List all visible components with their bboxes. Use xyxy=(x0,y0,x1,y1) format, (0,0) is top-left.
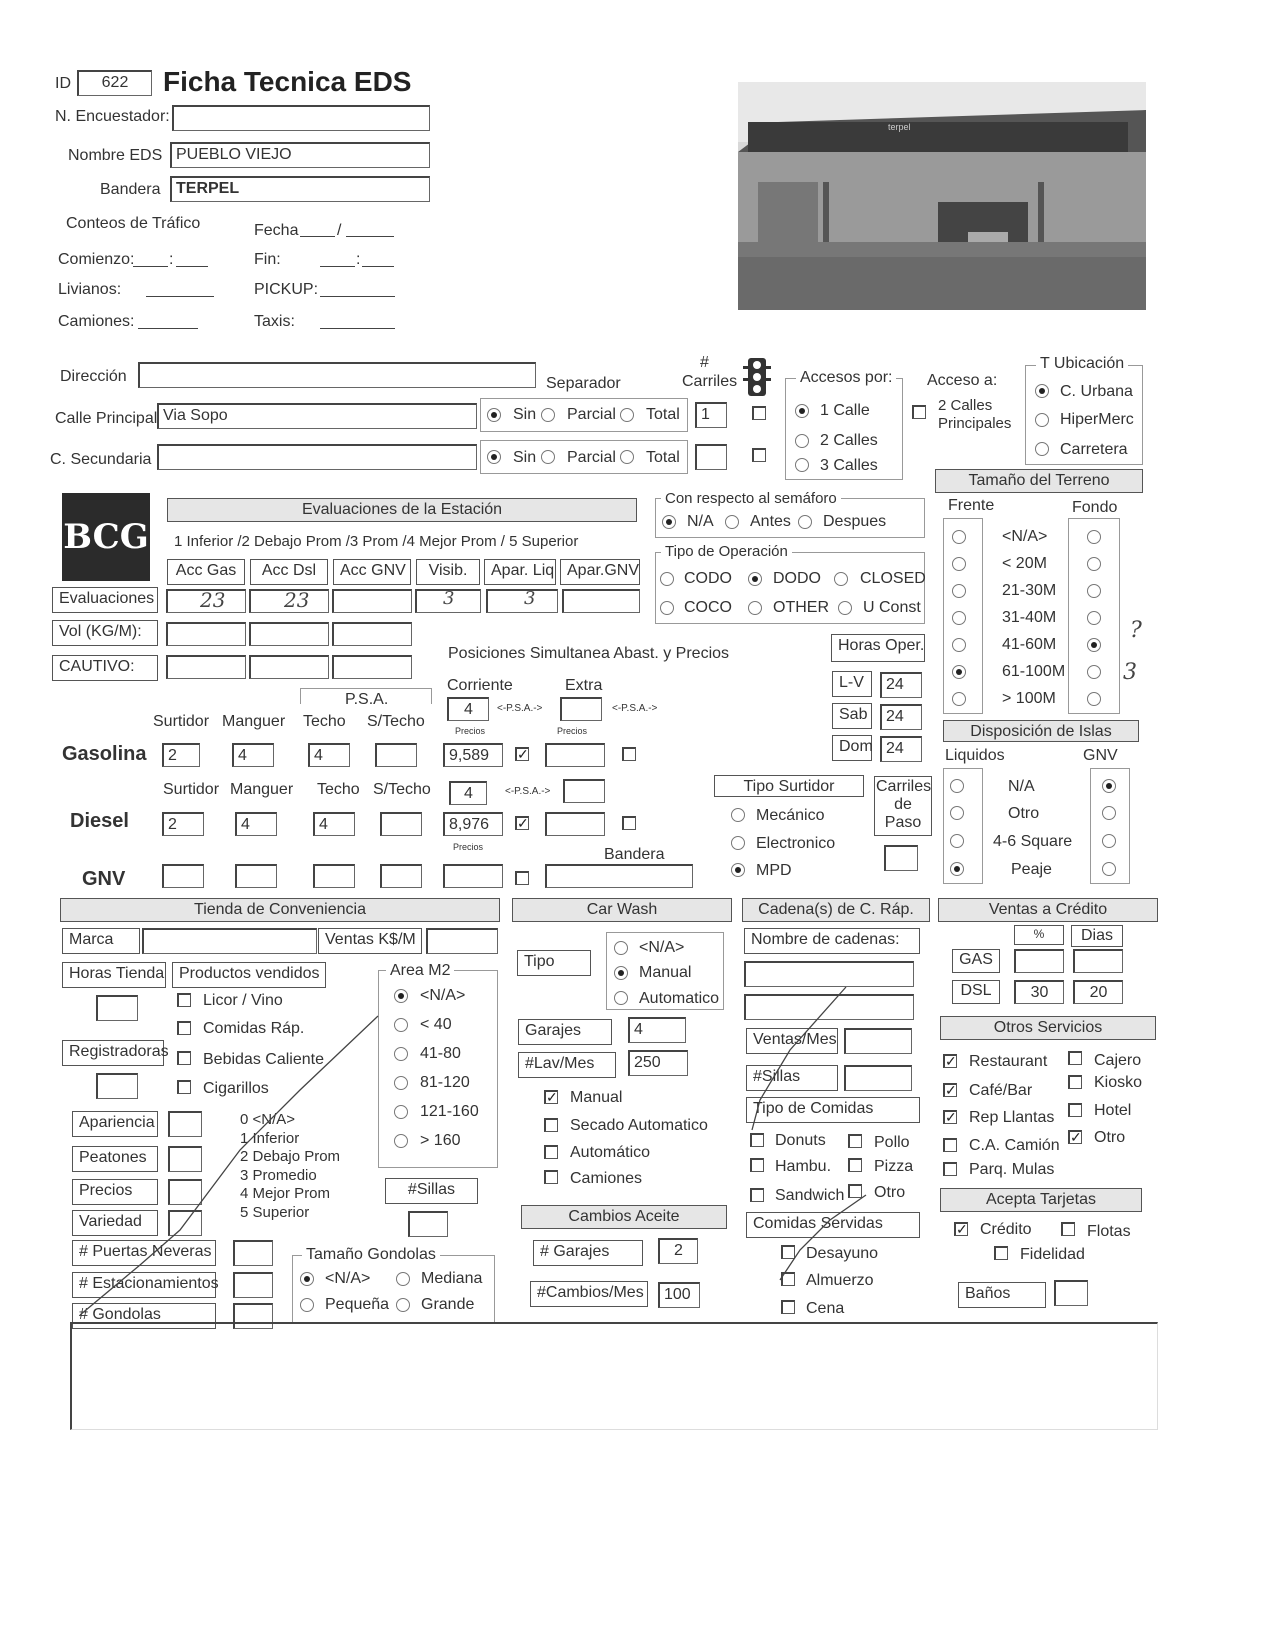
tienda-cross-stroke xyxy=(80,1016,378,1315)
semaforo-antes-label: Antes xyxy=(750,513,791,530)
extra-psa-arrow: <-P.S.A.-> xyxy=(612,703,658,714)
ubicacion-hipermerc-label: HiperMerc xyxy=(1060,411,1134,428)
sep-principal-parcial-label: Parcial xyxy=(567,406,616,423)
carwash-tipo-label: Tipo xyxy=(517,950,591,976)
fecha-slash: / xyxy=(337,222,342,239)
gnv-label: GNV xyxy=(82,868,126,890)
horas-tienda-label: Horas Tienda xyxy=(62,962,166,988)
rep-llantas-label: Rep Llantas xyxy=(969,1109,1055,1126)
carriles-paso-l2: de xyxy=(894,796,912,813)
sep-secundaria-parcial-label: Parcial xyxy=(567,449,616,466)
encuestador-label: N. Encuestador: xyxy=(55,108,170,125)
carwash-auto-label: Automatico xyxy=(639,990,720,1007)
tarjeta-flotas-label: Flotas xyxy=(1087,1223,1131,1240)
id-label: ID xyxy=(55,75,71,92)
horas-lv-label: L-V xyxy=(832,671,872,697)
ubicacion-carretera-label: Carretera xyxy=(1060,441,1128,458)
parq-mulas-label: Parq. Mulas xyxy=(969,1161,1055,1178)
gasolina-techo-field[interactable]: 4 xyxy=(308,743,350,767)
dsl-techo-header: Techo xyxy=(317,781,360,798)
area-label-5: > 160 xyxy=(420,1132,461,1149)
psa-label: P.S.A. xyxy=(345,691,389,708)
bcg-logo: BCG xyxy=(62,493,150,581)
calle-secundaria-label: C. Secundaria xyxy=(50,451,152,468)
corriente-psa-arrow: <-P.S.A.-> xyxy=(497,703,543,714)
rating-scale-0: 0 <N/A> xyxy=(240,1111,296,1128)
islas-header: Disposición de Islas xyxy=(943,720,1139,742)
precios-label: Precios xyxy=(72,1179,158,1205)
productos-label: Productos vendidos xyxy=(172,962,326,988)
credito-pct-label: % xyxy=(1014,925,1064,945)
semaforo-title: Con respecto al semáforo xyxy=(661,490,841,507)
horas-sab-label: Sab xyxy=(832,703,872,729)
rating-scale-5: 5 Superior xyxy=(240,1203,310,1221)
terreno-size-label-2: 21-30M xyxy=(1002,582,1057,599)
diesel-label: Diesel xyxy=(70,810,129,832)
gas-surtidor-header: Surtidor xyxy=(153,713,210,730)
rep-llantas-check[interactable]: ✓ xyxy=(945,1109,957,1125)
gondolas-title: Tamaño Gondolas xyxy=(302,1246,440,1264)
carwash-lav-label: #Lav/Mes xyxy=(518,1052,616,1078)
acceso-a-line2: Principales xyxy=(938,415,1012,432)
rating-scale-3: 3 Promedio xyxy=(240,1166,317,1184)
cadenas-ventas-label: Ventas/Mes xyxy=(746,1028,838,1054)
fin-label: Fin: xyxy=(254,251,281,268)
comienzo-colon: : xyxy=(169,251,174,268)
carwash-manual-check-label: Manual xyxy=(570,1089,623,1106)
acceso-a-line1: 2 Calles xyxy=(938,397,993,414)
horas-sab-field[interactable]: 24 xyxy=(880,704,922,730)
separador-label: Separador xyxy=(546,375,621,392)
islas-square-label: 4-6 Square xyxy=(993,833,1073,850)
dsl-manguer-header: Manguer xyxy=(230,781,294,798)
cajero-label: Cajero xyxy=(1094,1052,1142,1069)
diesel-surtidor-field[interactable]: 2 xyxy=(162,812,204,836)
area-label-1: < 40 xyxy=(420,1016,452,1033)
marca-label: Marca xyxy=(62,928,140,954)
tipo-comidas-label: Tipo de Comidas xyxy=(746,1097,920,1123)
accesos-3-label: 3 Calles xyxy=(820,457,878,474)
carriles-principal-field[interactable]: 1 xyxy=(695,402,727,428)
page-title: Ficha Tecnica EDS xyxy=(163,66,412,97)
islas-liquidos-label: Liquidos xyxy=(945,747,1005,764)
islas-na-label: N/A xyxy=(1008,778,1035,795)
carwash-manual-check[interactable]: ✓ xyxy=(546,1089,558,1105)
restaurant-check[interactable]: ✓ xyxy=(945,1053,957,1069)
pollo-label: Pollo xyxy=(874,1134,910,1151)
desayuno-label: Desayuno xyxy=(806,1245,879,1262)
carwash-camiones-label: Camiones xyxy=(570,1170,643,1187)
carwash-header: Car Wash xyxy=(512,898,732,922)
carriles-paso-l3: Paso xyxy=(884,814,922,831)
col-acc-gas: Acc Gas xyxy=(167,559,245,585)
cena-label: Cena xyxy=(806,1300,845,1317)
tienda-sillas-label: #Sillas xyxy=(385,1178,478,1204)
gas-techo-header: Techo xyxy=(303,713,346,730)
gas-stecho-header: S/Techo xyxy=(367,713,425,730)
gasolina-corriente-check[interactable]: ✓ xyxy=(517,746,529,762)
semaforo-despues-label: Despues xyxy=(823,513,887,530)
area-label-2: 41-80 xyxy=(420,1045,461,1062)
bandera-label: Bandera xyxy=(100,181,161,198)
tienda-header: Tienda de Conveniencia xyxy=(60,898,500,922)
aceite-cambios-field[interactable]: 100 xyxy=(658,1282,700,1308)
credito-dias-label: Dias xyxy=(1071,925,1123,947)
aceite-cambios-label: #Cambios/Mes xyxy=(530,1281,648,1307)
row-vol: Vol (KG/M): xyxy=(52,620,158,646)
cadenas-nombre-label: Nombre de cadenas: xyxy=(744,928,920,954)
surtidor-mpd-label: MPD xyxy=(756,862,792,879)
cafe-bar-check[interactable]: ✓ xyxy=(945,1082,957,1098)
rating-scale-2: 2 Debajo Prom xyxy=(240,1148,341,1165)
corriente-label: Corriente xyxy=(447,677,513,694)
gasolina-precio-corriente-field[interactable]: 9,589 xyxy=(443,743,503,767)
diesel-precios-label: Precios xyxy=(453,842,484,852)
extra-precios-label: Precios xyxy=(557,726,588,736)
corriente-precios-label: Precios xyxy=(455,726,486,736)
ubicacion-title: T Ubicación xyxy=(1036,355,1128,373)
terreno-frente-label: Frente xyxy=(948,497,995,514)
taxis-label: Taxis: xyxy=(254,313,295,330)
camiones-label: Camiones: xyxy=(58,313,135,330)
op-closed-label: CLOSED xyxy=(860,570,926,587)
terreno-size-label-3: 31-40M xyxy=(1002,609,1057,626)
terreno-size-label-0: <N/A> xyxy=(1002,528,1048,545)
accesos-2-label: 2 Calles xyxy=(820,432,878,449)
rating-scale-1: 1 Inferior xyxy=(240,1129,300,1147)
tarjeta-credito-check[interactable]: ✓ xyxy=(956,1221,968,1237)
kiosko-label: Kiosko xyxy=(1094,1074,1143,1091)
carwash-garajes-label: Garajes xyxy=(518,1019,612,1045)
apariencia-label: Apariencia xyxy=(72,1111,158,1137)
tarjeta-fidelidad-label: Fidelidad xyxy=(1020,1246,1085,1263)
accesos-title: Accesos por: xyxy=(796,369,896,387)
bandera-field[interactable]: TERPEL xyxy=(170,176,430,202)
otro-servicio-check[interactable]: ✓ xyxy=(1070,1129,1082,1145)
evaluaciones-scale: 1 Inferior /2 Debajo Prom /3 Prom /4 Mejor Prom / 5 Superior xyxy=(174,533,579,550)
credito-header: Ventas a Crédito xyxy=(938,898,1158,922)
cigarillos-label: Cigarillos xyxy=(203,1080,269,1097)
col-acc-dsl: Acc Dsl xyxy=(250,559,328,585)
horas-dom-label: Dom xyxy=(832,735,872,761)
fin-colon: : xyxy=(356,251,361,268)
calle-principal-label: Calle Principal xyxy=(55,410,158,427)
operacion-title: Tipo de Operación xyxy=(661,543,792,560)
pickup-label: PICKUP: xyxy=(254,281,319,298)
eval-apar-liq-hand: 3 xyxy=(524,588,536,609)
col-apar-gnv: Apar.GNV xyxy=(560,559,640,585)
banos-label: Baños xyxy=(958,1282,1046,1308)
credito-gas-label: GAS xyxy=(952,949,1000,973)
eval-acc-dsl-hand: 23 xyxy=(284,588,310,612)
terreno-note-q: ? xyxy=(1130,618,1142,643)
diesel-techo-field[interactable]: 4 xyxy=(313,812,355,836)
sep-principal-sin-label: Sin xyxy=(513,406,537,423)
terreno-note-mark: 3 xyxy=(1123,660,1137,685)
tarjeta-credito-label: Crédito xyxy=(980,1221,1032,1238)
gondola-grande-label: Grande xyxy=(421,1296,475,1313)
terreno-fondo-label: Fondo xyxy=(1072,499,1118,516)
posiciones-title: Posiciones Simultanea Abast. y Precios xyxy=(448,645,730,662)
comidas-rap-label: Comidas Ráp. xyxy=(203,1020,305,1037)
gnv-bandera-label: Bandera xyxy=(604,846,665,863)
credito-dsl-label: DSL xyxy=(952,980,1000,1004)
terreno-size-label-5: 61-100M xyxy=(1002,663,1066,680)
op-dodo-label: DODO xyxy=(773,570,821,587)
aceite-garajes-label: # Garajes xyxy=(533,1240,643,1266)
semaforo-na-label: N/A xyxy=(687,513,714,530)
accesos-1-label: 1 Calle xyxy=(820,402,870,419)
estacionamientos-label: # Estacionamientos xyxy=(72,1272,216,1298)
aceite-header: Cambios Aceite xyxy=(521,1205,727,1229)
evaluaciones-header: Evaluaciones de la Estación xyxy=(167,498,637,522)
diesel-psa-arrow: <-P.S.A.-> xyxy=(505,786,551,797)
terreno-header: Tamaño del Terreno xyxy=(935,469,1143,493)
col-apar-liq: Apar. Liq xyxy=(484,559,556,585)
nombre-eds-label: Nombre EDS xyxy=(68,147,163,164)
horas-lv-field[interactable]: 24 xyxy=(880,672,922,698)
op-uconst-label: U Const xyxy=(863,599,921,616)
variedad-label: Variedad xyxy=(72,1210,158,1236)
op-other-label: OTHER xyxy=(773,599,829,616)
ubicacion-urbana-label: C. Urbana xyxy=(1060,383,1133,400)
gasolina-manguer-field[interactable]: 4 xyxy=(232,743,274,767)
otro-comida-label: Otro xyxy=(874,1184,906,1201)
terreno-size-label-1: < 20M xyxy=(1002,555,1047,572)
islas-otro-label: Otro xyxy=(1008,805,1040,822)
area-label-0: <N/A> xyxy=(420,987,466,1004)
restaurant-label: Restaurant xyxy=(969,1053,1048,1070)
ca-camion-label: C.A. Camión xyxy=(969,1137,1060,1154)
gondola-mediana-label: Mediana xyxy=(421,1270,483,1287)
op-codo-label: CODO xyxy=(684,570,732,587)
diesel-manguer-field[interactable]: 4 xyxy=(235,812,277,836)
horas-oper-title: Horas Oper. xyxy=(831,634,925,662)
row-cautivo: CAUTIVO: xyxy=(52,655,158,681)
cadenas-header: Cadena(s) de C. Ráp. xyxy=(742,898,930,922)
tipo-surtidor-header: Tipo Surtidor xyxy=(714,775,864,797)
fecha-label: Fecha xyxy=(254,222,299,239)
cafe-bar-label: Café/Bar xyxy=(969,1082,1033,1099)
islas-gnv-label: GNV xyxy=(1083,747,1118,764)
corriente-psa-field[interactable]: 4 xyxy=(447,697,489,721)
direccion-label: Dirección xyxy=(60,368,127,385)
tarjetas-header: Acepta Tarjetas xyxy=(940,1188,1142,1212)
otro-servicio-label: Otro xyxy=(1094,1129,1126,1146)
livianos-label: Livianos: xyxy=(58,281,122,298)
carwash-lav-field[interactable]: 250 xyxy=(628,1050,688,1076)
gasolina-label: Gasolina xyxy=(62,743,147,765)
cadenas-sillas-label: #Sillas xyxy=(746,1065,838,1091)
comidas-servidas-label: Comidas Servidas xyxy=(746,1212,920,1238)
sep-secundaria-sin-label: Sin xyxy=(513,449,537,466)
donuts-label: Donuts xyxy=(775,1132,826,1149)
carriles-paso-l1: Carriles xyxy=(876,778,932,795)
gondola-na-label: <N/A> xyxy=(325,1270,371,1287)
area-label-3: 81-120 xyxy=(420,1074,470,1091)
otros-header: Otros Servicios xyxy=(940,1016,1156,1040)
acceso-a-title: Acceso a: xyxy=(927,372,998,389)
comienzo-label: Comienzo: xyxy=(58,251,135,268)
cadenas-lower-stroke xyxy=(780,1195,866,1280)
cadenas-upper-stroke xyxy=(752,987,846,1130)
col-acc-gnv: Acc GNV xyxy=(333,559,411,585)
almuerzo-label: Almuerzo xyxy=(806,1272,874,1289)
carriles-label: Carriles xyxy=(682,373,738,390)
carwash-secado-label: Secado Automatico xyxy=(570,1117,708,1134)
diesel-corriente-check[interactable]: ✓ xyxy=(517,815,529,831)
diesel-precio-corriente-field[interactable]: 8,976 xyxy=(443,812,503,836)
area-title: Area M2 xyxy=(386,962,454,980)
diesel-psa-field[interactable]: 4 xyxy=(449,781,487,805)
eval-acc-gas-hand: 23 xyxy=(200,588,226,612)
calle-principal-field[interactable]: Via Sopo xyxy=(157,403,477,429)
sep-secundaria-total-label: Total xyxy=(646,449,680,466)
pizza-label: Pizza xyxy=(874,1158,914,1175)
gas-manguer-header: Manguer xyxy=(222,713,286,730)
horas-dom-field[interactable]: 24 xyxy=(880,736,922,762)
traffic-title: Conteos de Tráfico xyxy=(66,215,201,232)
rating-scale-4: 4 Mejor Prom xyxy=(240,1185,331,1202)
sep-principal-total-label: Total xyxy=(646,406,680,423)
ventas-label: Ventas K$/M xyxy=(318,928,422,954)
extra-label: Extra xyxy=(565,677,603,694)
gondola-pequena-label: Pequeña xyxy=(325,1296,390,1313)
id-field[interactable]: 622 xyxy=(77,70,152,96)
surtidor-mecanico-label: Mecánico xyxy=(756,807,825,824)
hambu-label: Hambu. xyxy=(775,1158,832,1175)
credito-dsl-dias-field[interactable]: 20 xyxy=(1073,980,1123,1004)
nombre-eds-field[interactable]: PUEBLO VIEJO xyxy=(170,142,430,168)
peatones-label: Peatones xyxy=(72,1146,158,1172)
carwash-automatico-label: Automático xyxy=(570,1144,651,1161)
hotel-label: Hotel xyxy=(1094,1102,1132,1119)
aceite-garajes-field[interactable]: 2 xyxy=(658,1238,698,1264)
area-label-4: 121-160 xyxy=(420,1103,479,1120)
eval-visib-hand: 3 xyxy=(443,588,455,609)
terreno-size-label-6: > 100M xyxy=(1002,690,1056,707)
gondolas-label: # Gondolas xyxy=(72,1303,216,1329)
carwash-garajes-field[interactable]: 4 xyxy=(628,1017,686,1043)
carwash-na-label: <N/A> xyxy=(639,939,685,956)
licor-label: Licor / Vino xyxy=(203,992,283,1009)
gasolina-surtidor-field[interactable]: 2 xyxy=(162,743,200,767)
canopy-sign: terpel xyxy=(888,122,911,132)
surtidor-electronico-label: Electronico xyxy=(756,835,836,852)
dsl-stecho-header: S/Techo xyxy=(373,781,431,798)
sandwich-label: Sandwich xyxy=(775,1187,845,1204)
registradoras-label: Registradoras xyxy=(62,1040,164,1066)
bebidas-label: Bebidas Caliente xyxy=(203,1051,324,1068)
row-evaluaciones: Evaluaciones xyxy=(52,587,158,613)
terreno-size-label-4: 41-60M xyxy=(1002,636,1057,653)
credito-dsl-pct-field[interactable]: 30 xyxy=(1014,980,1064,1004)
carriles-hash: # xyxy=(700,354,709,371)
islas-peaje-label: Peaje xyxy=(1011,861,1052,878)
col-visib: Visib. xyxy=(416,559,480,585)
carwash-manual-label: Manual xyxy=(639,964,692,981)
puertas-neveras-label: # Puertas Neveras xyxy=(72,1240,216,1266)
dsl-surtidor-header: Surtidor xyxy=(163,781,220,798)
op-coco-label: COCO xyxy=(684,599,732,616)
